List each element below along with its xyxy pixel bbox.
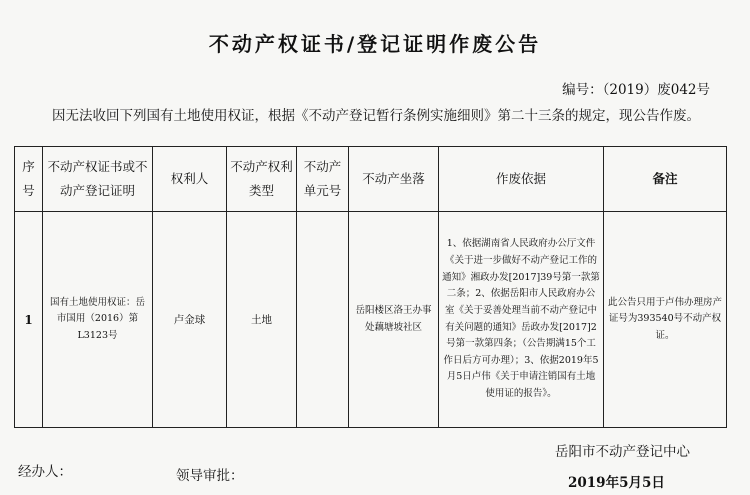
cell-right-type: 土地 [227, 212, 297, 428]
issue-date: 2019年5月5日 [568, 475, 665, 491]
header-seq: 序号 [15, 147, 43, 212]
leader-approval-label: 领导审批： [176, 468, 244, 484]
notice-title: 不动产权证书/登记证明作废公告 [208, 32, 542, 56]
cell-cert: 国有土地使用权证：岳市国用（2016）第L3123号 [43, 212, 153, 428]
header-owner: 权利人 [153, 147, 227, 212]
cell-location: 岳阳楼区洛王办事处藕塘坡社区 [349, 212, 439, 428]
header-unit: 不动产单元号 [297, 147, 349, 212]
cell-basis: 1、依据湖南省人民政府办公厅文件《关于进一步做好不动产登记工作的通知》湘政办发[2017]39号第一款第二条；2、依据岳阳市人民政府办公室《关于妥善处理当前不动产登记中有关问题的通知》岳政办发[2017]2号第一款第四条；（公告期满15个工作日后方可办理）；3、依据2019年5月5日卢伟《关于申请注销国有土地使用证的报告》。 [439, 212, 604, 428]
header-location: 不动产坐落 [349, 147, 439, 212]
void-notice-table [14, 146, 727, 428]
issuing-organization: 岳阳市不动产登记中心 [555, 444, 690, 460]
cell-remark: 此公告只用于卢伟办理房产证号为393540号不动产权证。 [604, 212, 727, 428]
handler-label: 经办人： [18, 464, 72, 480]
cell-unit [297, 212, 349, 428]
cell-owner: 卢金球 [153, 212, 227, 428]
intro-text: 因无法收回下列国有土地使用权证，根据《不动产登记暂行条例实施细则》第二十三条的规定，现公告作废。 [52, 108, 700, 124]
header-cert: 不动产权证书或不动产登记证明 [43, 147, 153, 212]
table-header-row [15, 147, 727, 212]
table-row [15, 212, 727, 428]
document-number: 编号：（2019）废042号 [562, 82, 710, 98]
cell-seq: 1 [15, 212, 43, 428]
header-right-type: 不动产权利类型 [227, 147, 297, 212]
header-basis: 作废依据 [439, 147, 604, 212]
header-remark: 备注 [604, 147, 727, 212]
